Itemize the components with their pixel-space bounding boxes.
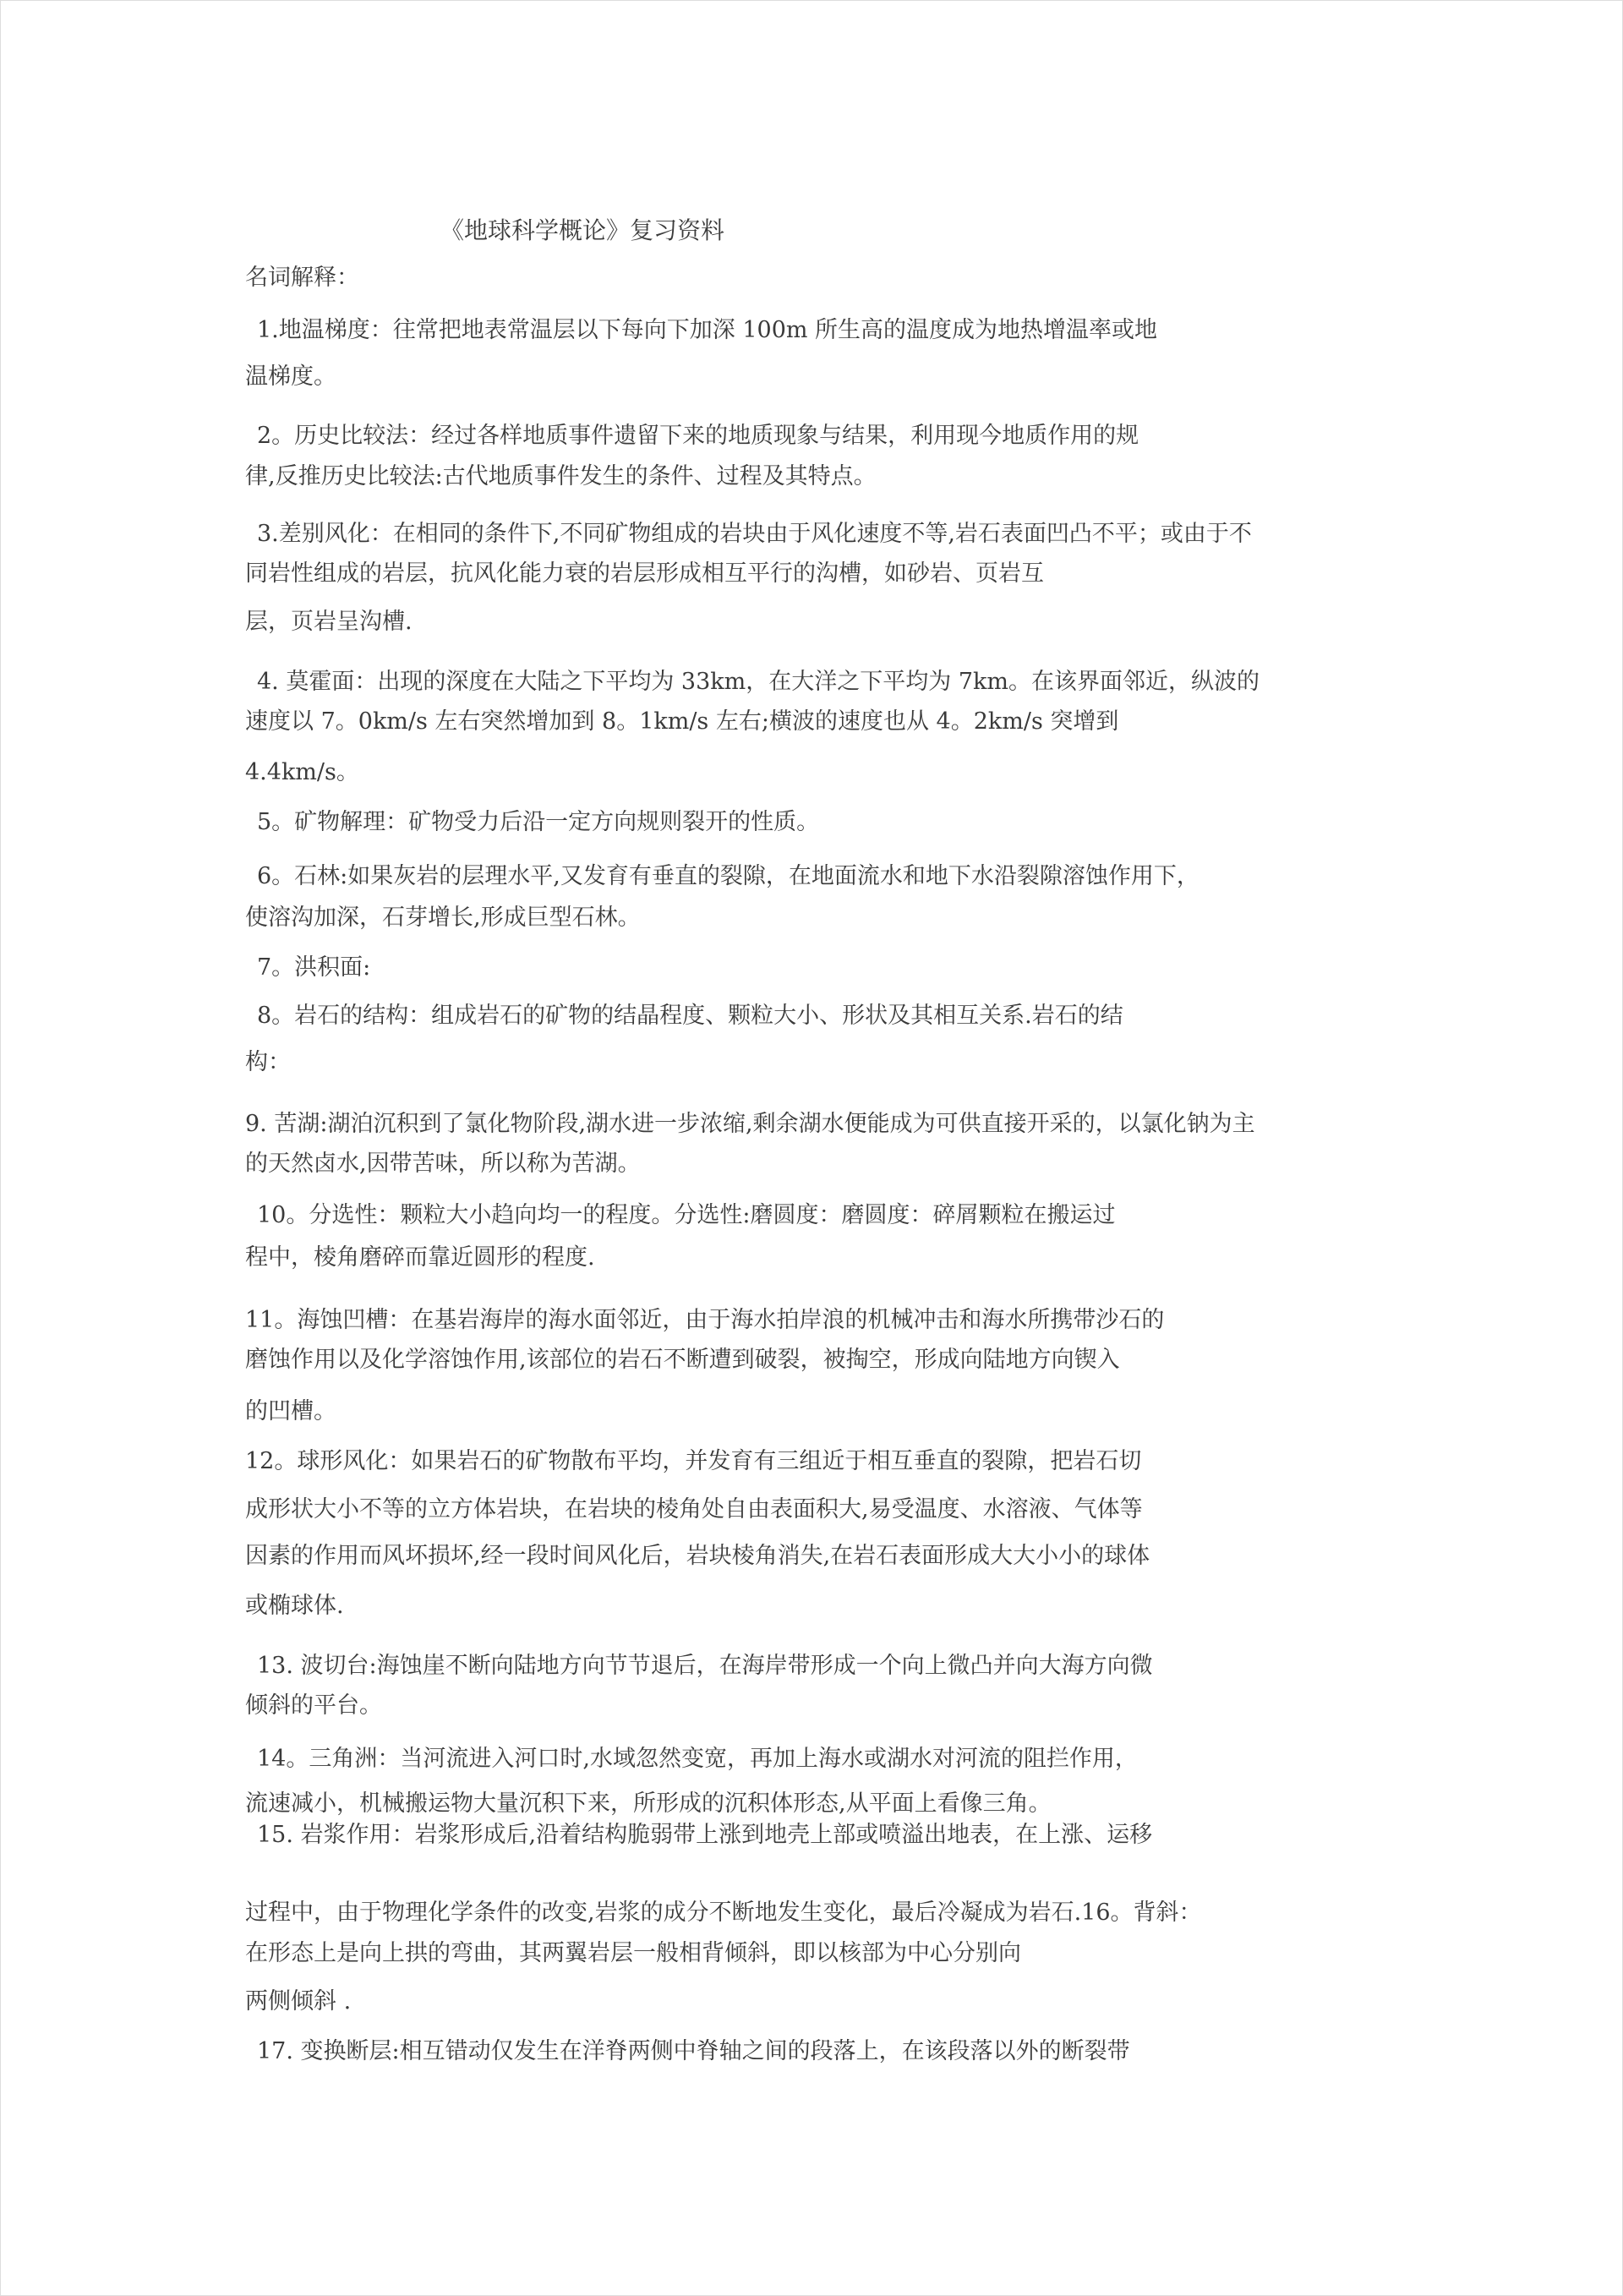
text-line: 流速减小，机械搬运物大量沉积下来，所形成的沉积体形态,从平面上看像三角。 [245,1790,1052,1817]
text-line: 13. 波切台:海蚀崖不断向陆地方向节节退后，在海岸带形成一个向上微凸并向大海方向微 [257,1653,1153,1679]
text-line: 两侧倾斜 . [245,1988,352,2014]
text-line: 成形状大小不等的立方体岩块，在岩块的棱角处自由表面积大,易受温度、水溶液、气体等 [245,1496,1143,1522]
text-line: 14。三角洲：当河流进入河口时,水域忽然变宽，再加上海水或湖水对河流的阻拦作用， [257,1746,1138,1772]
text-line: 的天然卤水,因带苦味，所以称为苦湖。 [245,1151,641,1177]
text-line: 的凹槽。 [245,1398,336,1424]
text-line: 6。石林:如果灰岩的层理水平,又发育有垂直的裂隙，在地面流水和地下水沿裂隙溶蚀作用下， [257,863,1199,889]
text-line: 程中，棱角磨碎而靠近圆形的程度. [245,1244,595,1271]
section-heading: 名词解释： [245,265,359,291]
text-line: 或椭球体. [245,1593,344,1619]
text-line: 层，页岩呈沟槽. [245,609,413,635]
text-line: 10。分选性：颗粒大小趋向均一的程度。分选性:磨圆度：磨圆度：碎屑颗粒在搬运过 [257,1202,1116,1228]
document-title: 《地球科学概论》复习资料 [440,216,725,244]
text-line: 5。矿物解理：矿物受力后沿一定方向规则裂开的性质。 [257,809,820,835]
text-line: 2。历史比较法：经过各样地质事件遗留下来的地质现象与结果，利用现今地质作用的规 [257,423,1139,449]
text-line: 因素的作用而风坏损坏,经一段时间风化后，岩块棱角消失,在岩石表面形成大大小小的球体 [245,1543,1150,1569]
text-line: 温梯度。 [245,364,336,390]
text-line: 17. 变换断层:相互错动仅发生在洋脊两侧中脊轴之间的段落上，在该段落以外的断裂带 [257,2038,1130,2064]
text-line: 3.差别风化：在相同的条件下,不同矿物组成的岩块由于风化速度不等,岩石表面凹凸不平；或由于不 [257,521,1252,547]
text-line: 磨蚀作用以及化学溶蚀作用,该部位的岩石不断遭到破裂，被掏空，形成向陆地方向锲入 [245,1347,1120,1373]
text-line: 4. 莫霍面：出现的深度在大陆之下平均为 33km，在大洋之下平均为 7km。在该界面邻近，纵波的 [257,669,1260,695]
text-line: 速度以 7。0km/s 左右突然增加到 8。1km/s 左右;横波的速度也从 4。2km/s 突增到 [245,708,1119,735]
text-line: 构： [245,1049,291,1075]
text-line: 7。洪积面: [257,954,371,981]
text-line: 在形态上是向上拱的弯曲，其两翼岩层一般相背倾斜，即以核部为中心分别向 [245,1940,1021,1966]
text-line: 11。海蚀凹槽：在基岩海岸的海水面邻近，由于海水拍岸浪的机械冲击和海水所携带沙石的 [245,1307,1165,1333]
text-line: 倾斜的平台。 [245,1692,382,1719]
text-line: 15. 岩浆作用：岩浆形成后,沿着结构脆弱带上涨到地壳上部或喷溢出地表，在上涨、运移 [257,1822,1153,1848]
text-line: 1.地温梯度：往常把地表常温层以下每向下加深 100m 所生高的温度成为地热增温率或地 [257,317,1158,343]
text-line: 过程中，由于物理化学条件的改变,岩浆的成分不断地发生变化，最后冷凝成为岩石.16。背斜： [245,1900,1202,1926]
text-line: 8。岩石的结构：组成岩石的矿物的结晶程度、颗粒大小、形状及其相互关系.岩石的结 [257,1003,1123,1029]
text-line: 律,反推历史比较法:古代地质事件发生的条件、过程及其特点。 [245,463,877,489]
text-line: 9. 苦湖:湖泊沉积到了氯化物阶段,湖水进一步浓缩,剩余湖水便能成为可供直接开采的，以氯化钠为主 [245,1111,1255,1137]
text-line: 同岩性组成的岩层，抗风化能力衰的岩层形成相互平行的沟槽，如砂岩、页岩互 [245,560,1044,587]
text-line: 使溶沟加深，石芽增长,形成巨型石林。 [245,905,641,931]
text-line: 12。球形风化：如果岩石的矿物散布平均，并发育有三组近于相互垂直的裂隙，把岩石切 [245,1448,1142,1474]
text-line: 4.4km/s。 [245,759,359,785]
